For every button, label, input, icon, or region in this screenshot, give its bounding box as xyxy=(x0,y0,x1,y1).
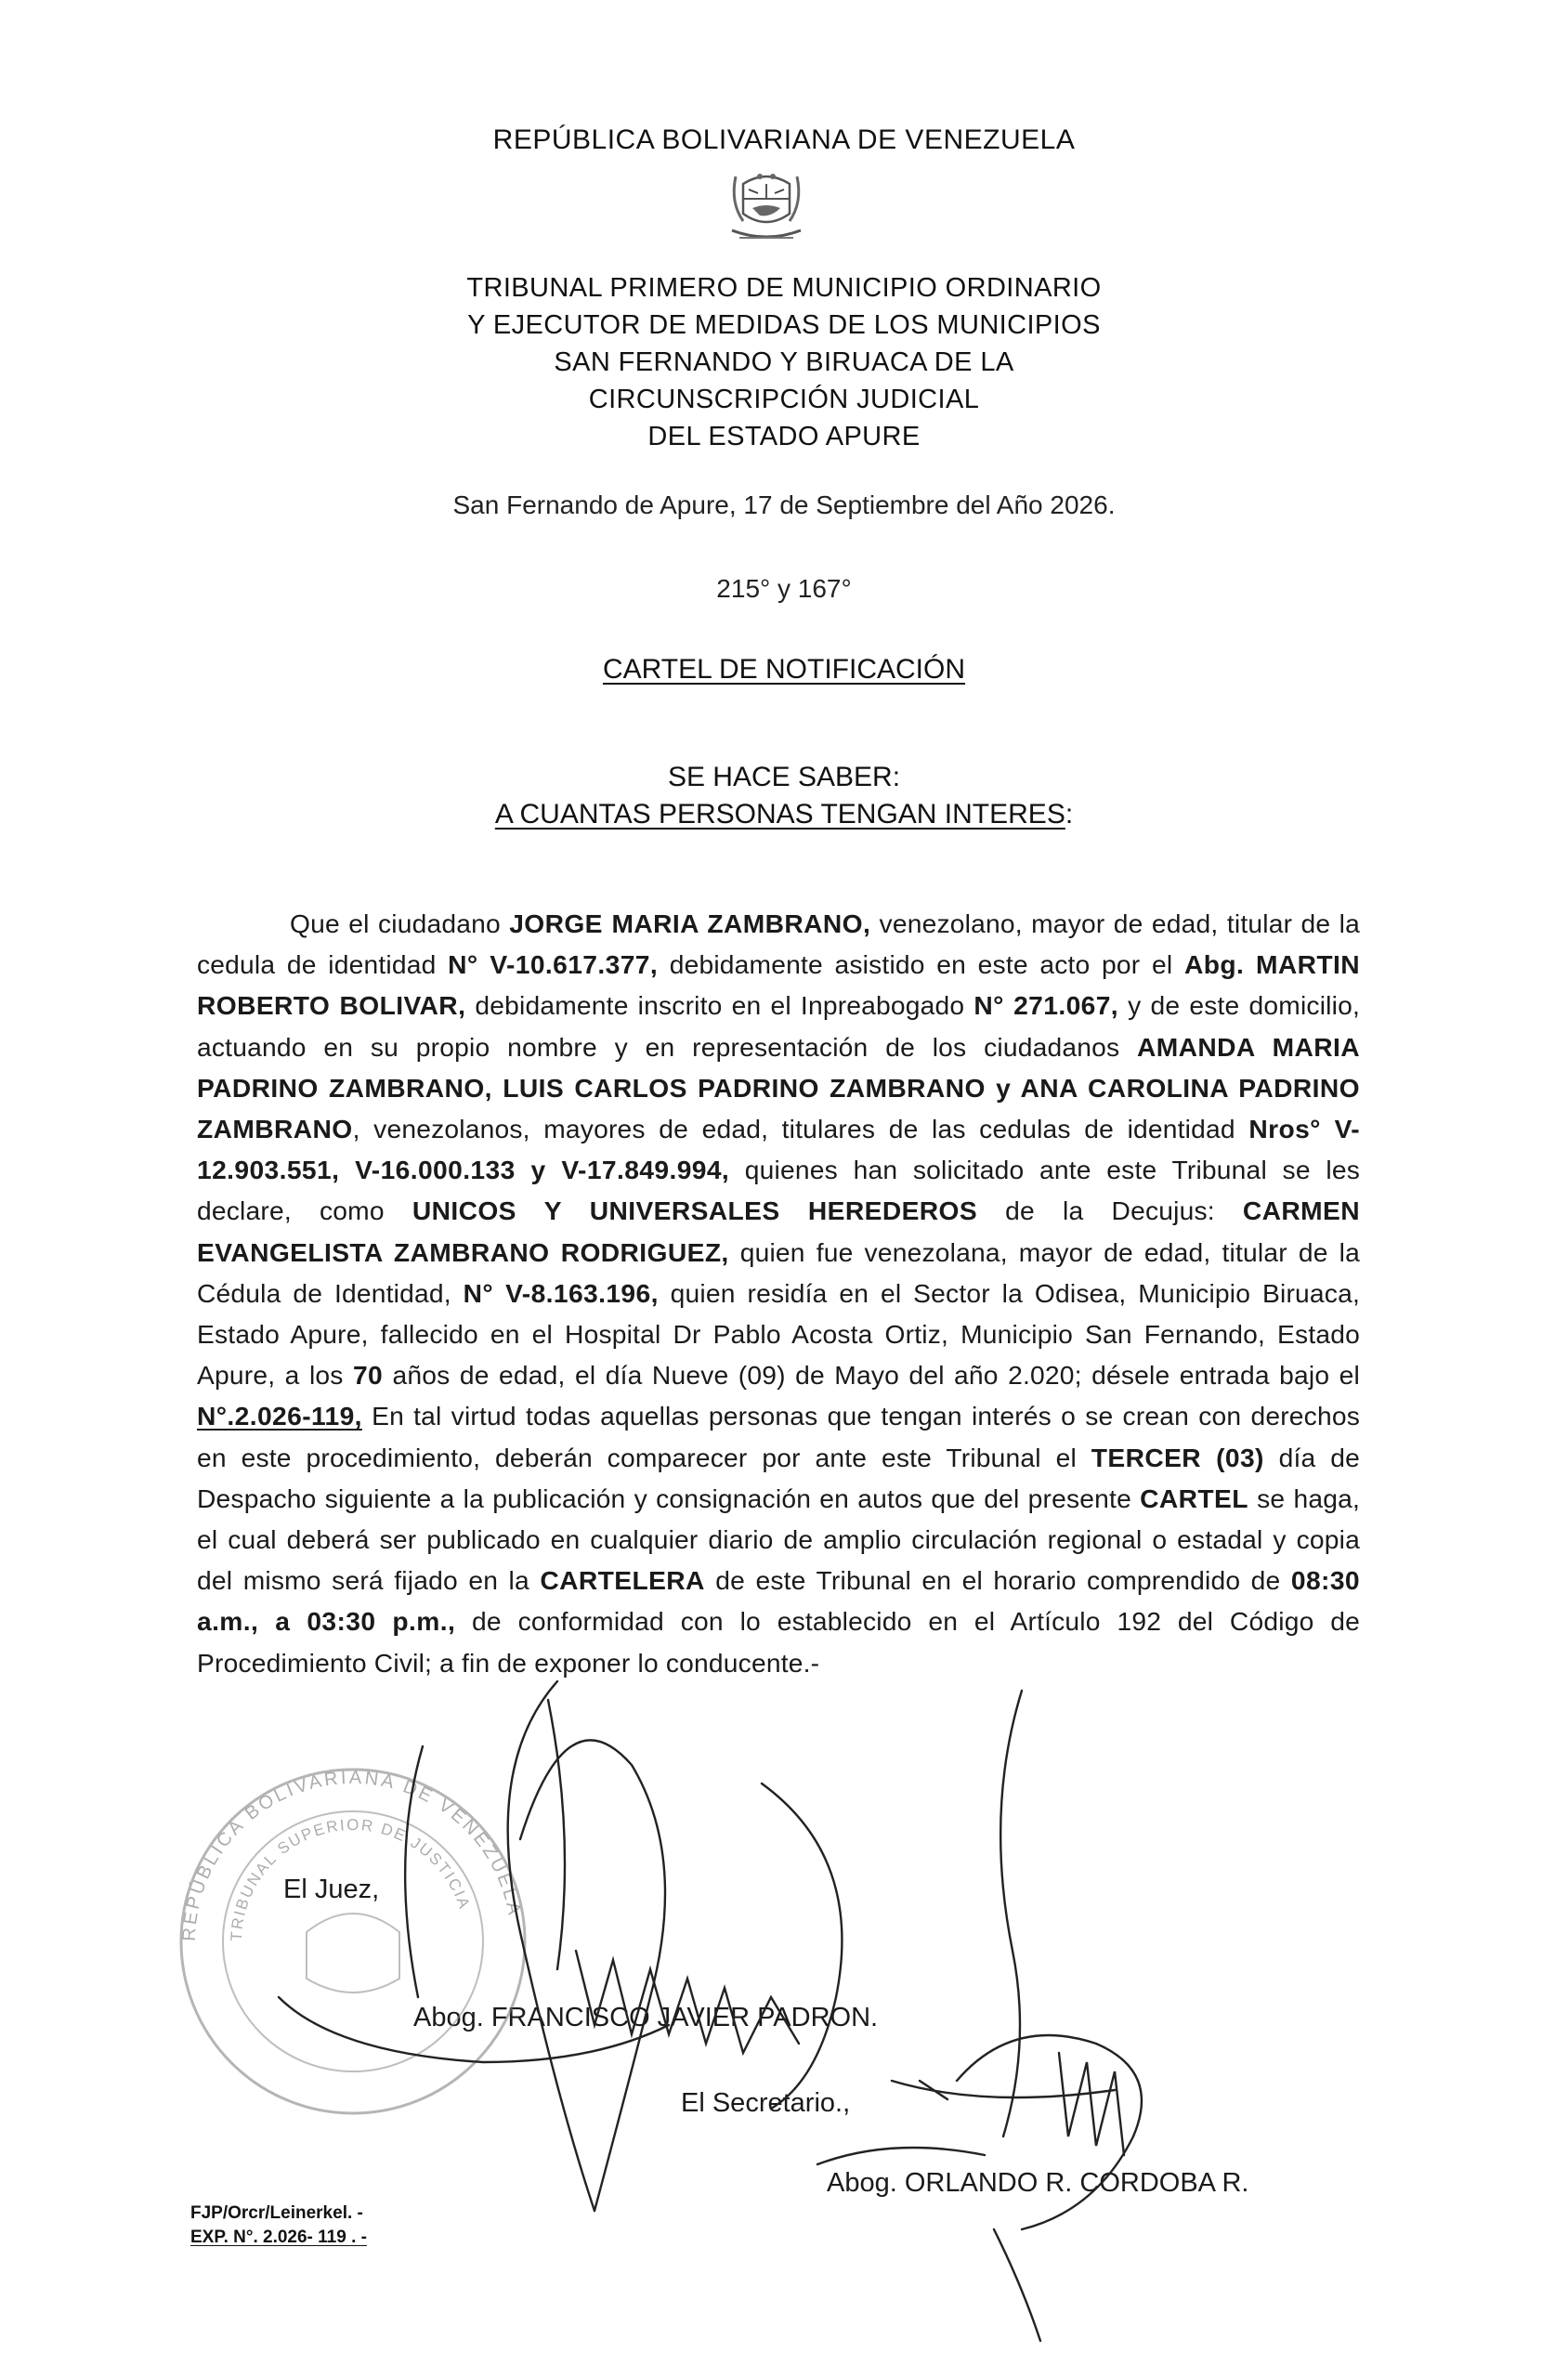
court-heading xyxy=(0,269,1568,455)
court-seal-icon xyxy=(179,1768,525,2113)
heirs-declaration: UNICOS Y UNIVERSALES HEREDEROS xyxy=(412,1196,978,1226)
body-text: quien fue venezolana, mayor de edad, titular de la Cédula de Identidad, xyxy=(197,1236,1360,1308)
body-text: se haga, el cual deberá ser publicado en cualquier diario de amplio circulación regional o estadal y copia del mismo será fijado en la xyxy=(197,1483,1360,1596)
decedent-name: CARMEN EVANGELISTA ZAMBRANO RODRIGUEZ, xyxy=(197,1196,1361,1267)
secretary-role: El Secretario., xyxy=(681,2088,851,2118)
represented-names: AMANDA MARIA PADRINO ZAMBRANO, LUIS CARLOS PADRINO ZAMBRANO y ANA CAROLINA PADRINO ZAMBRANO xyxy=(197,1031,1360,1144)
court-line: SAN FERNANDO Y BIRUACA DE LA xyxy=(554,347,1014,377)
inpreabogado-number: N° 271.067, xyxy=(973,990,1119,1021)
cartelera-word: CARTELERA xyxy=(540,1565,705,1596)
place-and-date: San Fernando de Apure, 17 de Septiembre del Año 2026. xyxy=(452,490,1116,519)
body-text: de la Decujus: xyxy=(977,1196,1243,1226)
country-heading: REPÚBLICA BOLIVARIANA DE VENEZUELA xyxy=(492,124,1076,155)
notice-body xyxy=(197,903,1360,1683)
years-line: 215° y 167° xyxy=(716,574,852,603)
court-line: Y EJECUTOR DE MEDIDAS DE LOS MUNICIPIOS xyxy=(467,310,1101,340)
notice-title xyxy=(0,654,1568,686)
footer-initials: FJP/Orcr/Leinerkel. - xyxy=(190,2203,363,2223)
court-line: CIRCUNSCRIPCIÓN JUDICIAL xyxy=(588,385,980,414)
body-text: debidamente inscrito en el Inpreabogado xyxy=(465,990,974,1021)
body-text: debidamente asistido en este acto por el xyxy=(658,949,1184,980)
body-text: de este Tribunal en el horario comprendido de xyxy=(704,1565,1291,1596)
applicant-id: N° V-10.617.377, xyxy=(448,949,659,980)
judge-name: Abog. FRANCISCO JAVIER PADRON. xyxy=(413,2003,879,2032)
body-text: Que el ciudadano xyxy=(290,908,510,938)
body-text: día de Despacho siguiente a la publicación y consignación en autos que del presente xyxy=(197,1442,1361,1513)
seal-outer-text: REPÚBLICA BOLIVARIANA DE VENEZUELA xyxy=(178,1767,526,1942)
body-text: quienes han solicitado ante este Tribunal se les declare, como xyxy=(197,1155,1360,1226)
seal-inner-text: TRIBUNAL SUPERIOR DE JUSTICIA xyxy=(227,1815,474,1942)
cartel-word: CARTEL xyxy=(1140,1483,1248,1513)
appearance-day: TERCER (03) xyxy=(1091,1442,1264,1472)
judge-signature-icon xyxy=(279,1681,842,2211)
case-number: N°.2.026-119, xyxy=(197,1401,362,1431)
court-line: TRIBUNAL PRIMERO DE MUNICIPIO ORDINARIO xyxy=(466,273,1102,303)
addressees xyxy=(0,799,1568,830)
body-text: años de edad, el día Nueve (09) de Mayo del año 2.020; désele entrada bajo el xyxy=(383,1360,1360,1391)
judge-role: El Juez, xyxy=(283,1875,380,1904)
applicant-name: JORGE MARIA ZAMBRANO, xyxy=(509,908,871,938)
coat-of-arms-icon xyxy=(715,165,817,255)
secretary-name: Abog. ORLANDO R. CORDOBA R. xyxy=(827,2168,1249,2198)
body-text: venezolano, mayor de edad, titular de la cedula de identidad xyxy=(197,908,1360,980)
body-text: En tal virtud todas aquellas personas que tengan interés o se crean con derechos en este procedimiento, deberán comparecer por ante este Tribunal el xyxy=(197,1401,1360,1472)
body-text: , venezolanos, mayores de edad, titulares de las cedulas de identidad xyxy=(352,1114,1249,1144)
body-text: y de este domicilio, actuando en su propio nombre y en representación de los ciudadanos xyxy=(197,990,1360,1062)
addressees-colon: : xyxy=(1065,799,1074,830)
office-hours: 08:30 a.m., a 03:30 p.m., xyxy=(197,1565,1360,1637)
represented-ids: Nros° V-12.903.551, V-16.000.133 y V-17.849.994, xyxy=(197,1114,1360,1185)
body-text: de conformidad con lo establecido en el Artículo 192 del Código de Procedimiento Civil; a fin de exponer lo conducente.- xyxy=(197,1606,1361,1678)
decedent-id: N° V-8.163.196, xyxy=(463,1277,659,1308)
body-text: quien residía en el Sector la Odisea, Municipio Biruaca, Estado Apure, fallecido en el Hospital Dr Pablo Acosta Ortiz, Municipio San Fernando, Estado Apure, a los xyxy=(197,1277,1361,1391)
svg-text:REPÚBLICA BOLIVARIANA DE VENEZ xyxy=(179,1768,525,1941)
hace-saber-text: SE HACE SABER: xyxy=(667,762,901,792)
attorney-name: Abg. MARTIN ROBERTO BOLIVAR, xyxy=(197,949,1361,1021)
hace-saber xyxy=(0,762,1568,793)
footer-expediente: EXP. N°. 2.026- 119 . - xyxy=(190,2228,367,2247)
court-line: DEL ESTADO APURE xyxy=(647,422,921,451)
notice-paragraph xyxy=(197,903,1360,1683)
decedent-age: 70 xyxy=(352,1360,384,1391)
addressees-text: A CUANTAS PERSONAS TENGAN INTERES xyxy=(494,799,1065,830)
notice-title-text: CARTEL DE NOTIFICACIÓN xyxy=(602,654,966,685)
